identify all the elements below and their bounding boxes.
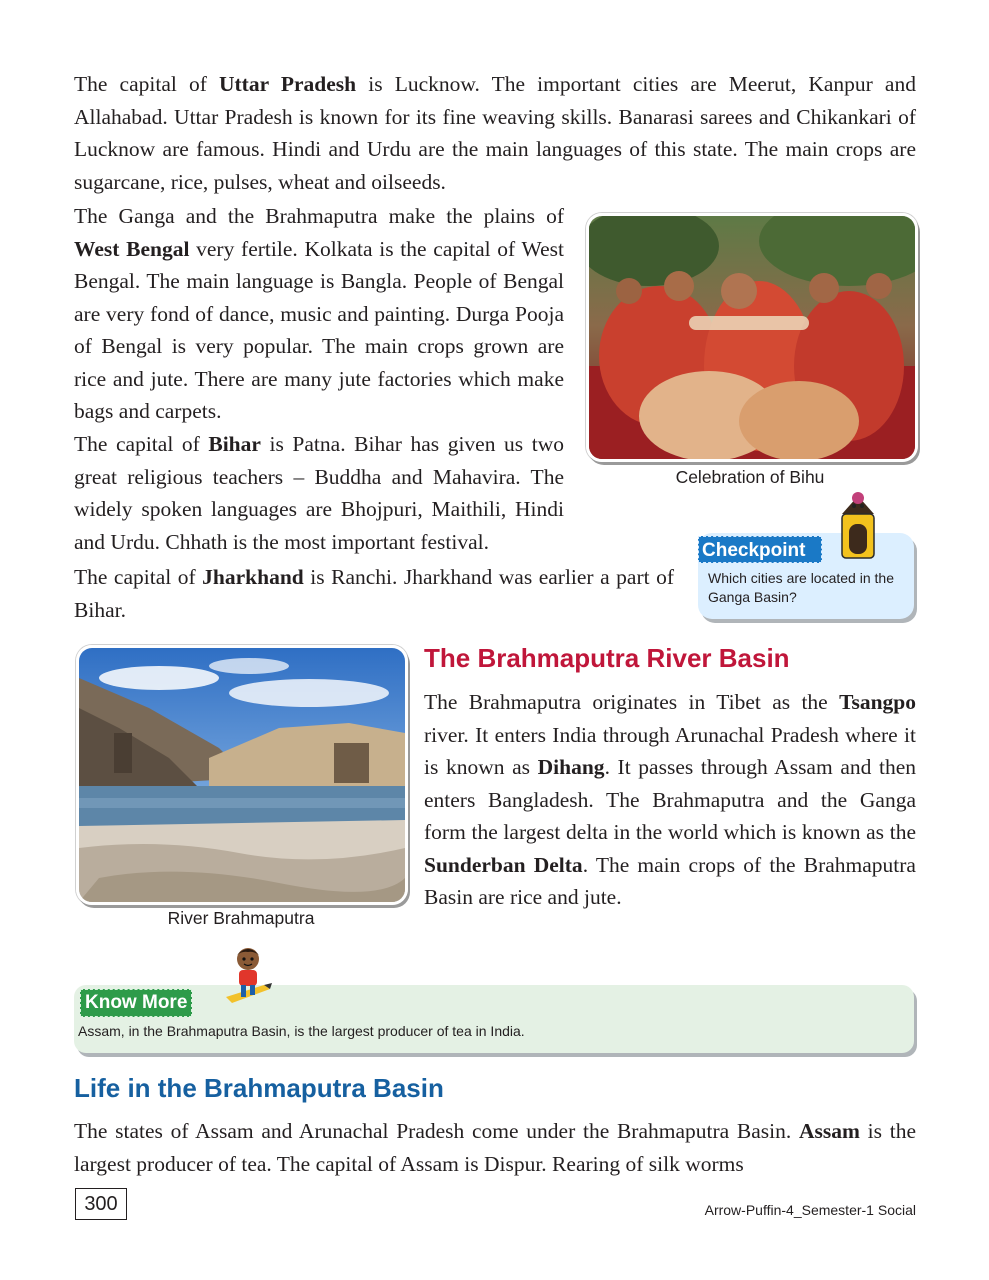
footer-book-title: Arrow-Puffin-4_Semester-1 Social	[704, 1202, 916, 1218]
paragraph-jharkhand: The capital of Jharkhand is Ranchi. Jharkhand was earlier a part of Bihar.	[74, 565, 674, 622]
section-heading-life-in-brahmaputra-basin: Life in the Brahmaputra Basin	[74, 1073, 444, 1103]
paragraph-uttar-pradesh: The capital of Uttar Pradesh is Lucknow. The important cities are Meerut, Kanpur and Allahabad. Uttar Pradesh is known for its fine weaving skills. Banarasi sarees and Chikankari of Lucknow are famous. Hindi and Urdu are the main languages of this state. The main crops are sugarcane, rice, pulses, wheat and oilseeds.	[74, 72, 916, 194]
paragraph-life: The states of Assam and Arunachal Pradesh come under the Brahmaputra Basin. Assam is the largest producer of tea. The capital of Assam is Dispur. Rearing of silk worms	[74, 1119, 916, 1176]
know-more-text: Assam, in the Brahmaputra Basin, is the largest producer of tea in India.	[78, 1023, 525, 1039]
section-heading-brahmaputra-basin: The Brahmaputra River Basin	[424, 643, 790, 673]
bihu-dance-photo	[586, 213, 918, 462]
river-brahmaputra-photo	[76, 645, 408, 905]
checkpoint-box	[698, 533, 914, 619]
know-more-mascot-icon	[224, 945, 274, 1009]
checkpoint-title: Checkpoint	[698, 536, 822, 563]
paragraph-brahmaputra: The Brahmaputra originates in Tibet as the Tsangpo river. It enters India through Arunachal Pradesh where it is known as Dihang. It passes through Assam and then enters Bangladesh. The Brahmaputra and the Ganga form the largest delta in the world which is known as the Sunderban Delta. The main crops of the Brahmaputra Basin are rice and jute.	[424, 690, 916, 909]
checkpoint-question: Which cities are located in the Ganga Basin?	[708, 570, 894, 605]
page-number: 300	[75, 1188, 127, 1220]
paragraph-bihar: The capital of Bihar is Patna. Bihar has given us two great religious teachers – Buddha and Mahavira. The widely spoken languages are Bhojpuri, Maithili, Hindi and Urdu. Chhath is the most important festival.	[74, 432, 564, 554]
river-caption: River Brahmaputra	[167, 908, 315, 928]
know-more-box	[74, 985, 914, 1053]
bihu-caption: Celebration of Bihu	[675, 467, 825, 487]
checkpoint-mascot-icon	[836, 492, 880, 562]
paragraph-west-bengal: The Ganga and the Brahmaputra make the plains of West Bengal very fertile. Kolkata is the capital of West Bengal. The main language is Bangla. People of Bengal are very fond of dance, music and painting. Durga Pooja of Bengal is very popular. The main crops grown are rice and jute. There are many jute factories which make bags and carpets.	[74, 204, 564, 423]
know-more-title: Know More	[80, 989, 192, 1017]
